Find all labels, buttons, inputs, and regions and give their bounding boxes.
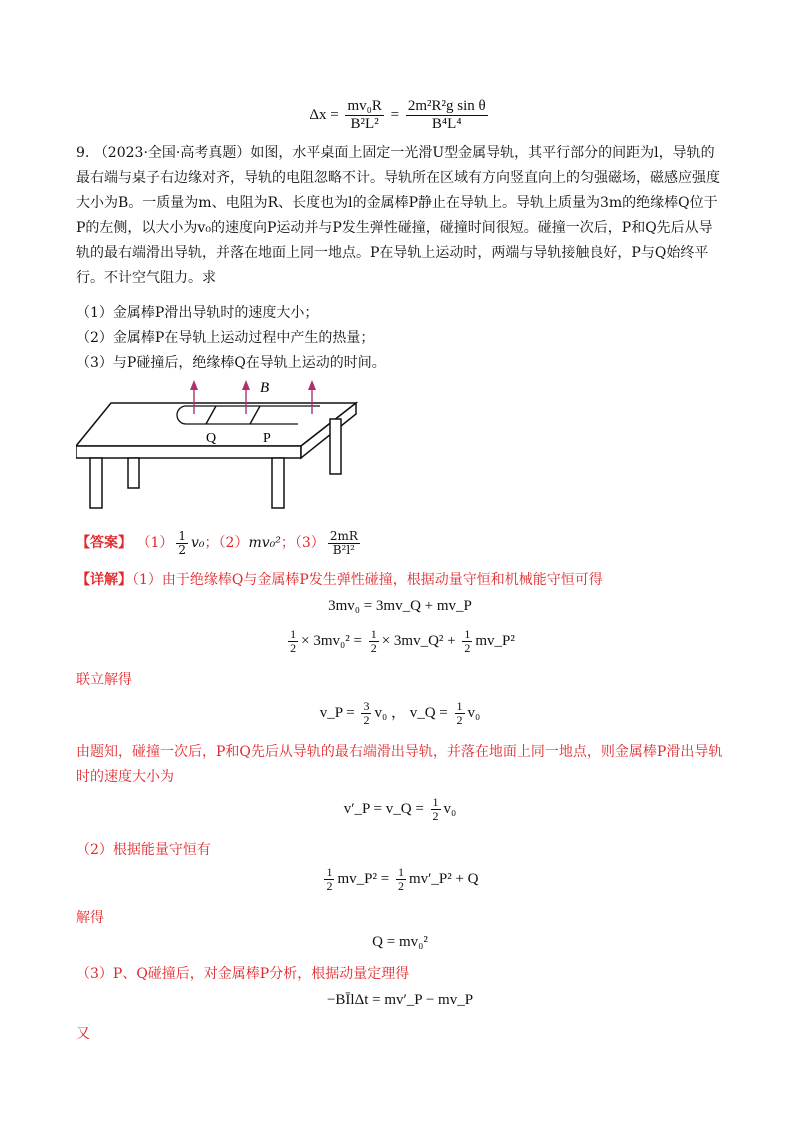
label-q: Q [206, 431, 217, 446]
label-b: B [260, 380, 270, 396]
equation-energy-conservation: $\frac{1}{2}$ mv_P² = $\frac{1}{2}$ mv′_P² + Q [326, 865, 479, 893]
detail-line-1: 【详解】（1）由于绝缘棒Q与金属棒P发生弹性碰撞，根据动量守恒和机械能守恒可得 [76, 572, 603, 588]
question-1: （1）金属棒P滑出导轨时的速度大小； [76, 305, 319, 321]
question-2: （2）金属棒P在导轨上运动过程中产生的热量； [76, 330, 375, 346]
equation-exit-velocity: v′_P = v_Q = $\frac{1}{2}$ v₀ [343, 795, 457, 823]
detail-line-3: （2）根据能量守恒有 [76, 842, 211, 858]
equation-delta-x: Δx = $\frac{\text{mv₀R}}{\text{B²L²}}$ = $\frac{\text{2m²R²g sin θ}}{\text{B⁴L⁴}}$ [309, 98, 486, 132]
answer-tag: 【答案】 [76, 535, 132, 551]
label-p: P [263, 431, 271, 446]
text-combine: 联立解得 [76, 672, 132, 688]
equation-energy: $\frac{1}{2}$ × 3mv₀² = $\frac{1}{2}$ × 3mv_Q² + $\frac{1}{2}$ mv_P² [290, 627, 515, 655]
detail-line-2: 由题知，碰撞一次后，P和Q先后从导轨的最右端滑出导轨，并落在地面上同一地点，则金属棒P滑出导轨时的速度大小为 [76, 744, 723, 785]
problem-number: 9. [76, 145, 90, 161]
question-3: （3）与P碰撞后，绝缘棒Q在导轨上运动的时间。 [76, 355, 386, 371]
equation-impulse: −BĪlΔt = mv′_P − mv_P [326, 992, 474, 1008]
equation-momentum: 3mv₀ = 3mv_Q + mv_P [328, 598, 472, 614]
table-leg [128, 458, 139, 488]
problem-statement [76, 141, 726, 291]
detail-tag: 【详解】 [76, 572, 132, 588]
equation-heat: Q = mv₀² [372, 934, 428, 950]
text-also: 又 [76, 1026, 90, 1042]
text-solve: 解得 [76, 910, 104, 926]
equation-velocities: v_P = $\frac{3}{2}$ v₀ ， v_Q = $\frac{1}{2}$ v₀ [319, 699, 481, 727]
detail-line-4: （3）P、Q碰撞后，对金属棒P分析，根据动量定理得 [76, 966, 410, 982]
table-leg [272, 458, 284, 508]
answer-line: 【答案】 （1） $\frac{1}{2}$ v₀；（2）mv₀²；（3） $\frac{2mR}{\text{B²l²}}$ [76, 528, 358, 557]
table-leg [90, 458, 102, 508]
table-front-edge [76, 446, 301, 458]
problem-stem: 如图，水平桌面上固定一光滑U型金属导轨，其平行部分的间距为l，导轨的最右端与桌子右边缘对齐，导轨的电阻忽略不计。导轨所在区域有方向竖直向上的匀强磁场，磁感应强度大小为B。一质量为m、电阻为R、长度也为l的金属棒P静止在导轨上。导轨上质量为3m的绝缘棒Q位于P的左侧，以大小为v₀的速度向P运动并与P发生弹性碰撞，碰撞时间很短。碰撞一次后，P和Q先后从导轨的最右端滑出导轨，并落在地面上同一地点。P在导轨上运动时，两端与导轨接触良好，P与Q始终平行。不计空气阻力。求 [76, 145, 720, 286]
problem-source: （2023·全国·高考真题） [93, 145, 251, 161]
table-leg [330, 419, 341, 474]
table-rail-diagram [76, 376, 366, 514]
